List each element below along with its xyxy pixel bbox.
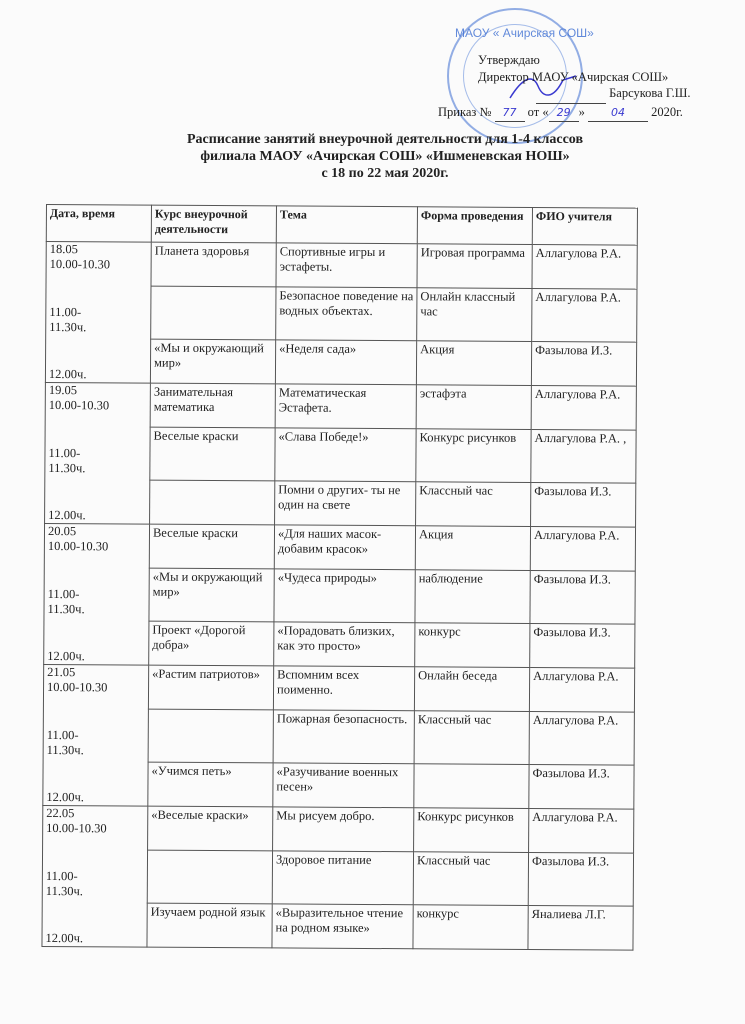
theme-cell: «Разучивание военных песен» <box>273 763 414 808</box>
course-cell: Занимательная математика <box>150 383 275 428</box>
date-time-cell <box>42 805 148 947</box>
date-block <box>46 806 144 837</box>
theme-cell: «Порадовать близких, как это просто» <box>274 622 415 667</box>
theme-cell: Пожарная безопасность. <box>273 710 414 763</box>
date-time-wrap <box>47 524 146 665</box>
time-slot-1: 10.00-10.30 <box>47 539 109 554</box>
form-cell: конкурс <box>413 904 528 949</box>
form-cell: эстафэта <box>416 385 531 430</box>
order-day: 29 <box>549 105 579 123</box>
title-line-3: с 18 по 22 мая 2020г. <box>321 166 449 181</box>
table-row <box>46 242 637 290</box>
course-cell: Изучаем родной язык <box>147 903 272 948</box>
approval-heading: Утверждаю <box>478 53 540 67</box>
date: 19.05 <box>48 383 78 398</box>
form-cell: Онлайн беседа <box>414 667 529 712</box>
time-slot-2: 11.00-11.30ч. <box>48 445 86 475</box>
order-number: 77 <box>495 105 525 123</box>
document-title <box>0 131 745 182</box>
teacher-cell: Фазылова И.З. <box>531 482 636 527</box>
course-cell <box>151 286 276 339</box>
theme-cell: «Слава Победе!» <box>275 428 416 481</box>
time-slot-3: 12.00ч. <box>46 790 84 805</box>
theme-cell: Безопасное поведение на водных объектах. <box>276 287 417 340</box>
header-teacher: ФИО учителя <box>532 207 637 245</box>
course-cell: Планета здоровья <box>151 242 276 287</box>
form-cell: Онлайн классный час <box>417 288 532 341</box>
course-cell <box>148 709 273 762</box>
form-cell: Акция <box>416 340 531 385</box>
table-header-row <box>46 205 637 246</box>
course-cell: «Веселые краски» <box>148 806 273 851</box>
time-slot-3: 12.00ч. <box>47 649 85 664</box>
approval-director: Директор МАОУ «Ачирская СОШ» <box>478 69 669 84</box>
header-theme: Тема <box>276 206 417 244</box>
teacher-cell: Аллагулова Р.А. , <box>531 430 636 483</box>
theme-cell: Помни о других- ты не один на свете <box>275 481 416 526</box>
teacher-cell: Фазылова И.З. <box>530 571 635 624</box>
date-block <box>47 665 145 696</box>
date-time-cell <box>45 242 151 384</box>
time-slot-1: 10.00-10.30 <box>47 680 108 695</box>
date-time-cell <box>45 382 151 524</box>
form-cell: Конкурс рисунков <box>414 808 529 853</box>
time-slot-2: 11.00-11.30ч. <box>46 727 84 757</box>
date-time-wrap <box>45 806 144 947</box>
teacher-cell: Фазылова И.З. <box>529 764 634 809</box>
title-line-2: филиала МАОУ «Ачирская СОШ» «Ишменевская НОШ» <box>200 149 570 164</box>
date-time-wrap <box>48 383 147 524</box>
form-cell: Классный час <box>413 852 528 905</box>
table-row <box>43 664 634 712</box>
theme-cell: «Для наших масок-добавим красок» <box>274 525 415 570</box>
theme-cell: Вспомним всех поименно. <box>273 666 414 711</box>
form-cell: Классный час <box>414 711 529 764</box>
theme-cell: «Чудеса природы» <box>274 569 415 622</box>
time-slot-3: 12.00ч. <box>48 367 87 382</box>
time-slot-3: 12.00ч. <box>48 508 86 523</box>
schedule-table <box>41 204 638 951</box>
teacher-cell: Фазылова И.З. <box>530 623 635 668</box>
course-cell: «Учимся петь» <box>148 762 273 807</box>
table-row <box>44 523 635 571</box>
date: 22.05 <box>46 806 75 821</box>
form-cell <box>414 763 529 808</box>
theme-cell: Математическая Эстафета. <box>275 384 416 429</box>
time-slot-1: 10.00-10.30 <box>46 821 107 836</box>
date-block <box>50 242 148 273</box>
date: 18.05 <box>49 242 78 257</box>
order-month: 04 <box>588 105 648 123</box>
date-time-cell <box>44 523 150 665</box>
table-row <box>45 382 636 430</box>
time-slot-2: 11.00-11.30ч. <box>47 586 85 616</box>
form-cell: Классный час <box>416 481 531 526</box>
form-cell: конкурс <box>415 622 530 667</box>
time-slot-1: 10.00-10.30 <box>48 398 110 413</box>
stamp-text: МАОУ « Ачирская СОШ» <box>455 26 594 40</box>
teacher-cell: Яналиева Л.Г. <box>528 905 633 950</box>
course-cell: «Мы и окружающий мир» <box>149 568 274 621</box>
time-slot-2: 11.00-11.30ч. <box>49 304 87 334</box>
header-course: Курс внеурочной деятельности <box>151 205 276 243</box>
header-date: Дата, время <box>46 205 151 243</box>
form-cell: Игровая программа <box>417 244 532 289</box>
teacher-cell: Фазылова И.З. <box>531 341 636 386</box>
course-cell: Веселые краски <box>150 427 275 480</box>
order-year: 2020г. <box>651 104 683 119</box>
date-block <box>48 524 146 555</box>
teacher-cell: Аллагулова Р.А. <box>532 289 637 342</box>
director-name: Барсукова Г.Ш. <box>609 86 691 100</box>
date-block <box>49 383 147 414</box>
theme-cell: «Неделя сада» <box>275 340 416 385</box>
time-slot-2: 11.00-11.30ч. <box>45 868 83 898</box>
course-cell: Веселые краски <box>149 524 274 569</box>
teacher-cell: Аллагулова Р.А. <box>529 808 634 853</box>
teacher-cell: Аллагулова Р.А. <box>529 667 634 712</box>
form-cell: Акция <box>415 526 530 571</box>
date: 21.05 <box>47 665 76 680</box>
approval-block: Утверждаю Директор МАОУ «Ачирская СОШ» Барсукова Г.Ш. Приказ № 77 от « 29 » 04 2020г. <box>438 52 691 122</box>
signature-line <box>536 86 606 104</box>
course-cell: «Мы и окружающий мир» <box>150 339 275 384</box>
time-slot-1: 10.00-10.30 <box>49 257 111 272</box>
table-row <box>43 805 634 853</box>
theme-cell: «Выразительное чтение на родном языке» <box>272 904 413 949</box>
time-slot-3: 12.00ч. <box>45 931 84 946</box>
order-label: Приказ № <box>438 104 492 119</box>
order-from-label: от « <box>527 104 549 119</box>
title-line-1: Расписание занятий внеурочной деятельности для 1-4 классов <box>186 132 584 147</box>
form-cell: наблюдение <box>415 570 530 623</box>
course-cell <box>147 850 272 903</box>
course-cell: «Растим патриотов» <box>148 665 273 710</box>
date-time-wrap <box>49 242 148 383</box>
header-form: Форма проведения <box>417 207 532 245</box>
date-time-cell <box>43 664 149 806</box>
date-time-wrap <box>46 665 145 806</box>
teacher-cell: Аллагулова Р.А. <box>529 712 634 765</box>
teacher-cell: Аллагулова Р.А. <box>531 385 636 430</box>
date: 20.05 <box>47 524 77 539</box>
course-cell: Проект «Дорогой добра» <box>149 621 274 666</box>
theme-cell: Здоровое питание <box>272 851 413 904</box>
course-cell <box>150 480 275 525</box>
teacher-cell: Аллагулова Р.А. <box>530 526 635 571</box>
theme-cell: Спортивные игры и эстафеты. <box>276 243 417 288</box>
teacher-cell: Фазылова И.З. <box>528 853 633 906</box>
form-cell: Конкурс рисунков <box>416 429 531 482</box>
teacher-cell: Аллагулова Р.А. <box>532 244 637 289</box>
theme-cell: Мы рисуем добро. <box>273 807 414 852</box>
